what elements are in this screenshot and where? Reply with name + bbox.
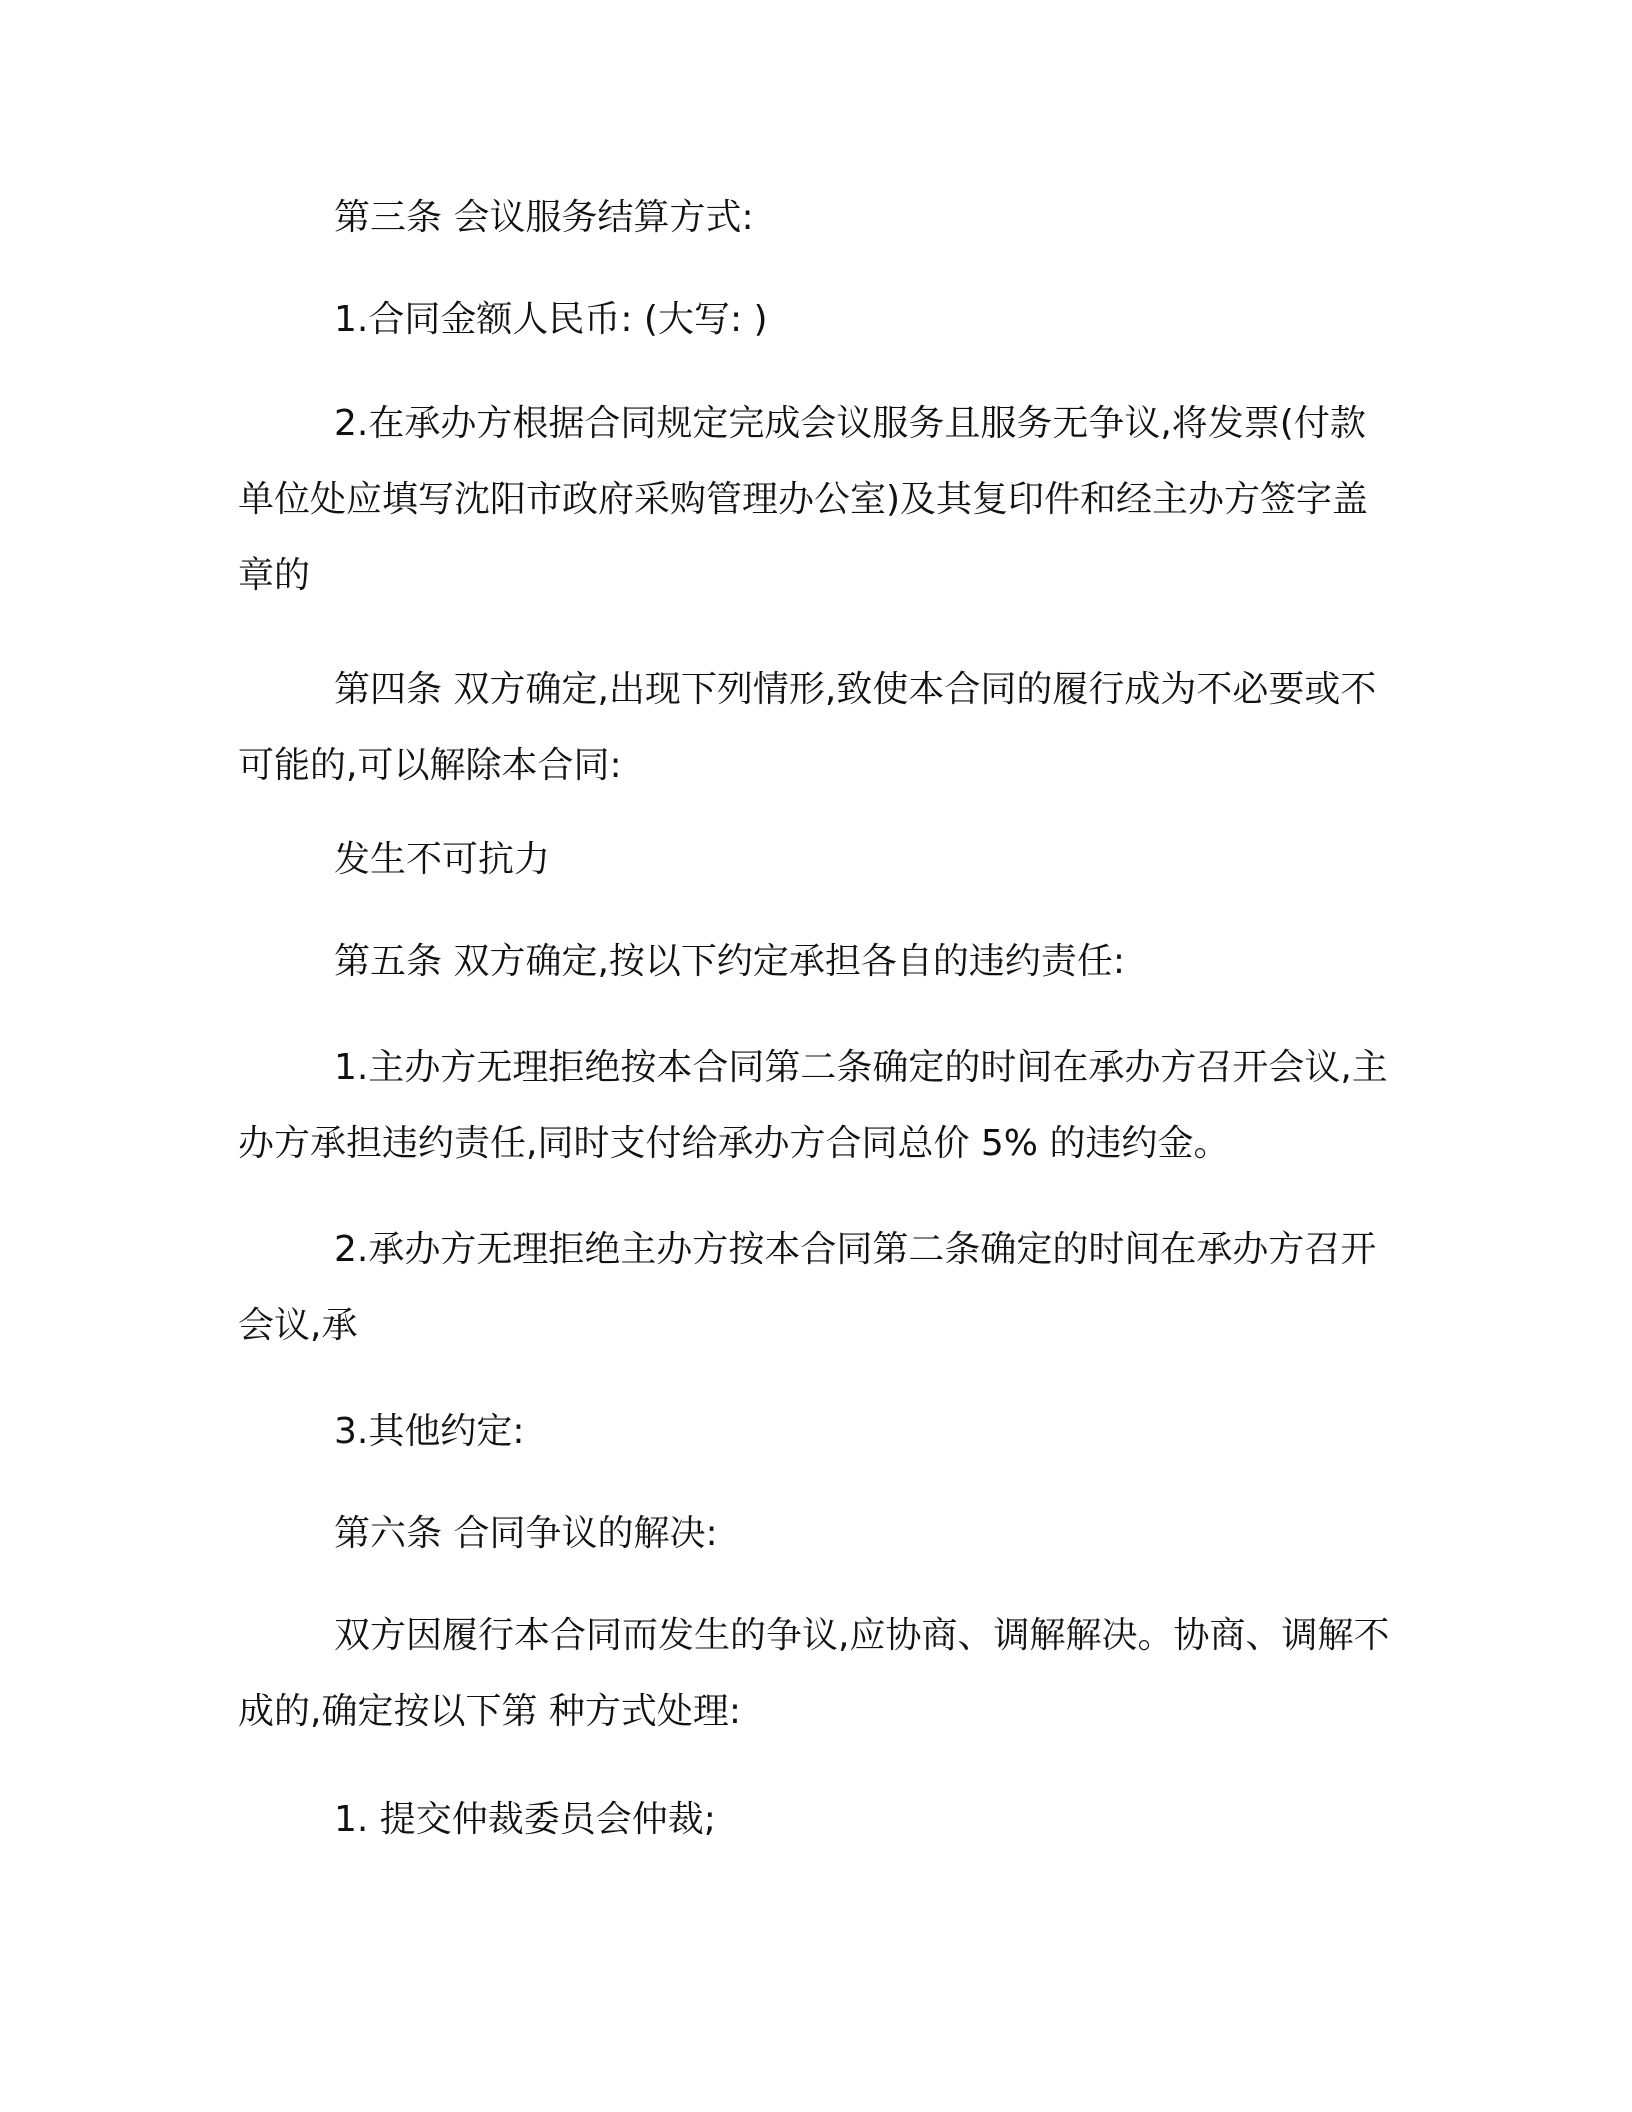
contractor-liability-item: 2.承办方无理拒绝主办方按本合同第二条确定的时间在承办方召开会议,承 [238, 1229, 1377, 1346]
contract-amount-item: 1.合同金额人民币: (大写: ) [334, 299, 768, 340]
organizer-liability-item: 1.主办方无理拒绝按本合同第二条确定的时间在承办方召开会议,主办方承担违约责任,同时支付给承办方合同总价 5% 的违约金。 [238, 1047, 1388, 1164]
article-3-heading: 第三条 会议服务结算方式: [334, 197, 754, 238]
force-majeure-item: 发生不可抗力 [334, 839, 551, 880]
article-5-heading: 第五条 双方确定,按以下约定承担各自的违约责任: [334, 941, 1126, 982]
article-4-heading: 第四条 双方确定,出现下列情形,致使本合同的履行成为不必要或不可能的,可以解除本合同: [238, 669, 1377, 786]
dispute-resolution-paragraph: 双方因履行本合同而发生的争议,应协商、调解解决。协商、调解不成的,确定按以下第 种方式处理: [238, 1615, 1390, 1732]
payment-invoice-item: 2.在承办方根据合同规定完成会议服务且服务无争议,将发票(付款单位处应填写沈阳市政府采购管理办公室)及其复印件和经主办方签字盖章的 [238, 403, 1369, 596]
article-6-heading: 第六条 合同争议的解决: [334, 1513, 718, 1554]
other-agreements-item: 3.其他约定: [334, 1411, 525, 1452]
arbitration-item: 1. 提交仲裁委员会仲裁; [334, 1799, 716, 1840]
